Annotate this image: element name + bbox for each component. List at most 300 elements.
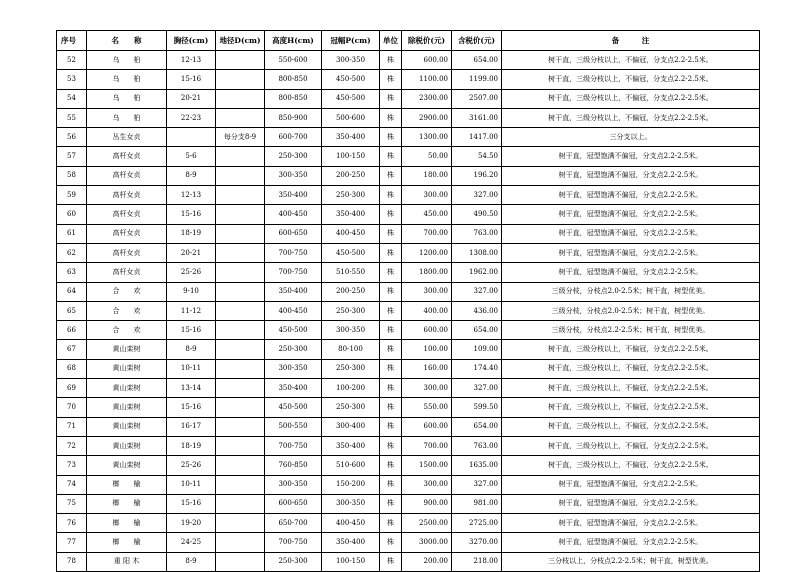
header-no: 序号 xyxy=(57,31,87,51)
cell-no: 58 xyxy=(57,166,87,185)
cell-dbh: 12-13 xyxy=(167,51,216,70)
table-row xyxy=(57,379,760,398)
cell-unit: 株 xyxy=(380,475,402,494)
header-name: 名 称 xyxy=(87,31,167,51)
cell-crown: 100-150 xyxy=(322,552,380,571)
cell-height: 450-500 xyxy=(265,321,322,340)
cell-height: 350-400 xyxy=(265,186,322,205)
cell-remarks: 三级分枝，分枝点2.0-2.5米；树干直，树型优美。 xyxy=(502,282,760,301)
cell-height: 650-700 xyxy=(265,514,322,533)
cell-crown: 250-300 xyxy=(322,398,380,417)
cell-crown: 400-450 xyxy=(322,224,380,243)
cell-height: 400-450 xyxy=(265,301,322,320)
table-row xyxy=(57,417,760,436)
cell-dbh: 10-11 xyxy=(167,359,216,378)
cell-height: 350-400 xyxy=(265,379,322,398)
cell-name: 榔 榆 xyxy=(87,514,167,533)
cell-height: 250-300 xyxy=(265,340,322,359)
cell-name: 高杆女贞 xyxy=(87,224,167,243)
cell-height: 700-750 xyxy=(265,263,322,282)
cell-price-inc-tax: 218.00 xyxy=(452,552,502,571)
cell-ground-diameter xyxy=(216,552,265,571)
cell-remarks: 树干直，冠型饱满不偏冠，分支点2.2-2.5米。 xyxy=(502,494,760,513)
cell-dbh: 16-17 xyxy=(167,417,216,436)
cell-ground-diameter xyxy=(216,243,265,262)
cell-crown: 510-550 xyxy=(322,263,380,282)
cell-dbh: 22-23 xyxy=(167,108,216,127)
cell-price-ex-tax: 2900.00 xyxy=(402,108,452,127)
cell-no: 64 xyxy=(57,282,87,301)
cell-unit: 株 xyxy=(380,456,402,475)
cell-price-inc-tax: 196.20 xyxy=(452,166,502,185)
cell-price-ex-tax: 300.00 xyxy=(402,186,452,205)
cell-unit: 株 xyxy=(380,436,402,455)
table-row xyxy=(57,494,760,513)
cell-dbh xyxy=(167,128,216,147)
cell-unit: 株 xyxy=(380,340,402,359)
cell-ground-diameter xyxy=(216,70,265,89)
cell-dbh: 8-9 xyxy=(167,552,216,571)
cell-name: 黄山栾树 xyxy=(87,417,167,436)
cell-price-ex-tax: 300.00 xyxy=(402,379,452,398)
cell-name: 黄山栾树 xyxy=(87,359,167,378)
cell-remarks: 树干直，三级分枝以上，不偏冠，分支点2.2-2.5米。 xyxy=(502,417,760,436)
cell-price-inc-tax: 327.00 xyxy=(452,379,502,398)
table-row xyxy=(57,147,760,166)
cell-name: 榔 榆 xyxy=(87,475,167,494)
cell-no: 59 xyxy=(57,186,87,205)
header-unit: 单位 xyxy=(380,31,402,51)
cell-no: 72 xyxy=(57,436,87,455)
cell-name: 高杆女贞 xyxy=(87,205,167,224)
cell-unit: 株 xyxy=(380,128,402,147)
cell-name: 高杆女贞 xyxy=(87,147,167,166)
cell-name: 丛生女贞 xyxy=(87,128,167,147)
cell-name: 黄山栾树 xyxy=(87,340,167,359)
cell-unit: 株 xyxy=(380,417,402,436)
cell-price-ex-tax: 1200.00 xyxy=(402,243,452,262)
cell-price-inc-tax: 763.00 xyxy=(452,224,502,243)
header-row xyxy=(57,31,760,51)
table-row xyxy=(57,514,760,533)
cell-crown: 250-300 xyxy=(322,301,380,320)
cell-crown: 300-350 xyxy=(322,51,380,70)
cell-remarks: 树干直，三级分枝以上，不偏冠，分支点2.2-2.5米。 xyxy=(502,456,760,475)
cell-price-inc-tax: 763.00 xyxy=(452,436,502,455)
cell-price-ex-tax: 2500.00 xyxy=(402,514,452,533)
cell-price-ex-tax: 400.00 xyxy=(402,301,452,320)
table-row xyxy=(57,70,760,89)
cell-no: 61 xyxy=(57,224,87,243)
cell-ground-diameter xyxy=(216,108,265,127)
header-price-inc-tax: 含税价(元) xyxy=(452,31,502,51)
cell-height: 600-650 xyxy=(265,494,322,513)
cell-unit: 株 xyxy=(380,263,402,282)
cell-price-inc-tax: 327.00 xyxy=(452,475,502,494)
table-row xyxy=(57,436,760,455)
cell-ground-diameter xyxy=(216,51,265,70)
cell-unit: 株 xyxy=(380,398,402,417)
cell-price-ex-tax: 1800.00 xyxy=(402,263,452,282)
cell-dbh: 15-16 xyxy=(167,398,216,417)
cell-price-inc-tax: 2507.00 xyxy=(452,89,502,108)
table-row xyxy=(57,321,760,340)
cell-crown: 150-200 xyxy=(322,475,380,494)
cell-dbh: 12-13 xyxy=(167,186,216,205)
cell-price-ex-tax: 300.00 xyxy=(402,282,452,301)
cell-no: 75 xyxy=(57,494,87,513)
cell-dbh: 13-14 xyxy=(167,379,216,398)
cell-name: 乌 桕 xyxy=(87,108,167,127)
cell-crown: 200-250 xyxy=(322,166,380,185)
cell-height: 250-300 xyxy=(265,147,322,166)
cell-ground-diameter xyxy=(216,417,265,436)
cell-price-inc-tax: 109.00 xyxy=(452,340,502,359)
cell-unit: 株 xyxy=(380,514,402,533)
cell-remarks: 树干直，三级分枝以上，不偏冠，分支点2.2-2.5米。 xyxy=(502,108,760,127)
cell-price-inc-tax: 327.00 xyxy=(452,282,502,301)
cell-no: 71 xyxy=(57,417,87,436)
cell-unit: 株 xyxy=(380,379,402,398)
cell-price-inc-tax: 1417.00 xyxy=(452,128,502,147)
cell-price-ex-tax: 100.00 xyxy=(402,340,452,359)
cell-price-inc-tax: 490.50 xyxy=(452,205,502,224)
header-dbh: 胸径(cm) xyxy=(167,31,216,51)
table-row xyxy=(57,475,760,494)
cell-crown: 450-500 xyxy=(322,243,380,262)
header-price-ex-tax: 除税价(元) xyxy=(402,31,452,51)
table-row xyxy=(57,301,760,320)
table-row xyxy=(57,166,760,185)
table-row xyxy=(57,108,760,127)
cell-price-inc-tax: 1308.00 xyxy=(452,243,502,262)
table-row xyxy=(57,456,760,475)
cell-no: 55 xyxy=(57,108,87,127)
cell-no: 73 xyxy=(57,456,87,475)
cell-unit: 株 xyxy=(380,552,402,571)
cell-no: 77 xyxy=(57,533,87,552)
table-row xyxy=(57,359,760,378)
cell-ground-diameter: 每分支8-9 xyxy=(216,128,265,147)
cell-remarks: 三级分枝，分枝点2.0-2.5米；树干直，树型优美。 xyxy=(502,301,760,320)
cell-no: 76 xyxy=(57,514,87,533)
cell-dbh: 15-16 xyxy=(167,70,216,89)
cell-remarks: 树干直，三级分枝以上，不偏冠，分支点2.2-2.5米。 xyxy=(502,436,760,455)
cell-unit: 株 xyxy=(380,108,402,127)
cell-ground-diameter xyxy=(216,282,265,301)
table-row xyxy=(57,89,760,108)
cell-crown: 350-400 xyxy=(322,128,380,147)
cell-dbh: 9-10 xyxy=(167,282,216,301)
cell-price-ex-tax: 1100.00 xyxy=(402,70,452,89)
cell-name: 黄山栾树 xyxy=(87,379,167,398)
cell-crown: 300-350 xyxy=(322,321,380,340)
cell-crown: 200-250 xyxy=(322,282,380,301)
cell-dbh: 24-25 xyxy=(167,533,216,552)
cell-ground-diameter xyxy=(216,224,265,243)
table-row xyxy=(57,224,760,243)
cell-height: 700-750 xyxy=(265,533,322,552)
cell-crown: 100-150 xyxy=(322,147,380,166)
cell-ground-diameter xyxy=(216,186,265,205)
cell-price-ex-tax: 50.00 xyxy=(402,147,452,166)
cell-crown: 100-200 xyxy=(322,379,380,398)
cell-remarks: 树干直，三级分枝以上，不偏冠，分支点2.2-2.5米。 xyxy=(502,359,760,378)
table-row xyxy=(57,128,760,147)
cell-no: 63 xyxy=(57,263,87,282)
cell-height: 800-850 xyxy=(265,89,322,108)
cell-unit: 株 xyxy=(380,282,402,301)
cell-crown: 500-600 xyxy=(322,108,380,127)
cell-remarks: 树干直，冠型饱满不偏冠，分支点2.2-2.5米。 xyxy=(502,166,760,185)
cell-name: 黄山栾树 xyxy=(87,398,167,417)
cell-height: 600-650 xyxy=(265,224,322,243)
cell-remarks: 树干直，三级分枝以上，不偏冠，分支点2.2-2.5米。 xyxy=(502,51,760,70)
cell-price-inc-tax: 1635.00 xyxy=(452,456,502,475)
cell-dbh: 8-9 xyxy=(167,340,216,359)
cell-unit: 株 xyxy=(380,70,402,89)
cell-no: 74 xyxy=(57,475,87,494)
cell-dbh: 20-21 xyxy=(167,89,216,108)
table-row xyxy=(57,243,760,262)
cell-unit: 株 xyxy=(380,533,402,552)
cell-price-inc-tax: 1962.00 xyxy=(452,263,502,282)
cell-no: 70 xyxy=(57,398,87,417)
cell-price-ex-tax: 180.00 xyxy=(402,166,452,185)
header-ground-diameter: 地径D(cm) xyxy=(216,31,265,51)
cell-crown: 300-350 xyxy=(322,494,380,513)
cell-remarks: 树干直，冠型饱满不偏冠，分支点2.2-2.5米。 xyxy=(502,224,760,243)
cell-price-ex-tax: 1500.00 xyxy=(402,456,452,475)
cell-ground-diameter xyxy=(216,456,265,475)
cell-price-inc-tax: 981.00 xyxy=(452,494,502,513)
cell-price-inc-tax: 3270.00 xyxy=(452,533,502,552)
cell-ground-diameter xyxy=(216,379,265,398)
cell-no: 68 xyxy=(57,359,87,378)
cell-name: 重 阳 木 xyxy=(87,552,167,571)
cell-ground-diameter xyxy=(216,475,265,494)
cell-no: 65 xyxy=(57,301,87,320)
cell-height: 700-750 xyxy=(265,243,322,262)
cell-remarks: 树干直，冠型饱满不偏冠，分支点2.2-2.5米。 xyxy=(502,186,760,205)
cell-name: 乌 桕 xyxy=(87,51,167,70)
cell-height: 350-400 xyxy=(265,282,322,301)
cell-price-inc-tax: 2725.00 xyxy=(452,514,502,533)
cell-no: 78 xyxy=(57,552,87,571)
cell-dbh: 15-16 xyxy=(167,494,216,513)
cell-remarks: 树干直，冠型饱满不偏冠，分支点2.2-2.5米。 xyxy=(502,263,760,282)
cell-dbh: 25-26 xyxy=(167,263,216,282)
cell-price-ex-tax: 600.00 xyxy=(402,417,452,436)
cell-name: 高杆女贞 xyxy=(87,263,167,282)
cell-unit: 株 xyxy=(380,359,402,378)
cell-name: 黄山栾树 xyxy=(87,456,167,475)
cell-remarks: 树干直，冠型饱满不偏冠，分支点2.2-2.5米。 xyxy=(502,533,760,552)
cell-dbh: 11-12 xyxy=(167,301,216,320)
price-table xyxy=(56,30,760,572)
cell-dbh: 10-11 xyxy=(167,475,216,494)
cell-price-inc-tax: 654.00 xyxy=(452,51,502,70)
cell-remarks: 树干直，三级分枝以上，不偏冠，分支点2.2-2.5米。 xyxy=(502,398,760,417)
cell-name: 榔 榆 xyxy=(87,494,167,513)
cell-crown: 350-400 xyxy=(322,533,380,552)
cell-unit: 株 xyxy=(380,494,402,513)
cell-price-inc-tax: 436.00 xyxy=(452,301,502,320)
cell-no: 69 xyxy=(57,379,87,398)
cell-unit: 株 xyxy=(380,166,402,185)
cell-name: 黄山栾树 xyxy=(87,436,167,455)
cell-remarks: 三级分枝，分枝点2.2-2.5米；树干直，树型优美。 xyxy=(502,321,760,340)
cell-ground-diameter xyxy=(216,494,265,513)
cell-remarks: 树干直，三级分枝以上，不偏冠，分支点2.2-2.5米。 xyxy=(502,70,760,89)
cell-ground-diameter xyxy=(216,398,265,417)
cell-height: 250-300 xyxy=(265,552,322,571)
cell-ground-diameter xyxy=(216,359,265,378)
cell-price-ex-tax: 160.00 xyxy=(402,359,452,378)
cell-unit: 株 xyxy=(380,147,402,166)
cell-ground-diameter xyxy=(216,533,265,552)
cell-no: 67 xyxy=(57,340,87,359)
cell-height: 500-550 xyxy=(265,417,322,436)
cell-crown: 80-100 xyxy=(322,340,380,359)
cell-remarks: 树干直，冠型饱满不偏冠，分支点2.2-2.5米。 xyxy=(502,514,760,533)
cell-unit: 株 xyxy=(380,51,402,70)
cell-unit: 株 xyxy=(380,301,402,320)
cell-remarks: 三分支以上。 xyxy=(502,128,760,147)
cell-price-inc-tax: 3161.00 xyxy=(452,108,502,127)
table-row xyxy=(57,263,760,282)
cell-ground-diameter xyxy=(216,514,265,533)
cell-remarks: 树干直，三级分枝以上，不偏冠，分支点2.2-2.5米。 xyxy=(502,340,760,359)
cell-price-ex-tax: 200.00 xyxy=(402,552,452,571)
cell-crown: 250-300 xyxy=(322,186,380,205)
cell-crown: 300-400 xyxy=(322,417,380,436)
cell-unit: 株 xyxy=(380,186,402,205)
cell-height: 760-850 xyxy=(265,456,322,475)
cell-no: 52 xyxy=(57,51,87,70)
cell-unit: 株 xyxy=(380,224,402,243)
cell-price-inc-tax: 654.00 xyxy=(452,321,502,340)
cell-name: 合 欢 xyxy=(87,301,167,320)
table-body xyxy=(57,51,760,572)
cell-price-ex-tax: 300.00 xyxy=(402,475,452,494)
cell-unit: 株 xyxy=(380,321,402,340)
cell-height: 550-600 xyxy=(265,51,322,70)
cell-dbh: 18-19 xyxy=(167,436,216,455)
cell-price-ex-tax: 900.00 xyxy=(402,494,452,513)
cell-dbh: 20-21 xyxy=(167,243,216,262)
cell-no: 66 xyxy=(57,321,87,340)
cell-dbh: 8-9 xyxy=(167,166,216,185)
cell-height: 300-350 xyxy=(265,475,322,494)
cell-height: 300-350 xyxy=(265,359,322,378)
table-row xyxy=(57,51,760,70)
cell-ground-diameter xyxy=(216,166,265,185)
cell-price-inc-tax: 654.00 xyxy=(452,417,502,436)
cell-height: 400-450 xyxy=(265,205,322,224)
cell-remarks: 树干直，三级分枝以上，不偏冠，分支点2.2-2.5米。 xyxy=(502,89,760,108)
cell-price-ex-tax: 700.00 xyxy=(402,224,452,243)
cell-crown: 450-500 xyxy=(322,70,380,89)
cell-dbh: 25-26 xyxy=(167,456,216,475)
header-height: 高度H(cm) xyxy=(265,31,322,51)
cell-ground-diameter xyxy=(216,340,265,359)
cell-price-inc-tax: 54.50 xyxy=(452,147,502,166)
cell-unit: 株 xyxy=(380,243,402,262)
cell-no: 62 xyxy=(57,243,87,262)
cell-name: 合 欢 xyxy=(87,321,167,340)
cell-price-ex-tax: 600.00 xyxy=(402,51,452,70)
cell-crown: 350-400 xyxy=(322,205,380,224)
table-row xyxy=(57,398,760,417)
cell-price-ex-tax: 550.00 xyxy=(402,398,452,417)
cell-ground-diameter xyxy=(216,205,265,224)
table-row xyxy=(57,552,760,571)
cell-name: 乌 桕 xyxy=(87,70,167,89)
cell-unit: 株 xyxy=(380,89,402,108)
cell-crown: 350-400 xyxy=(322,436,380,455)
header-crown: 冠幅P(cm) xyxy=(322,31,380,51)
cell-height: 700-750 xyxy=(265,436,322,455)
cell-price-ex-tax: 2300.00 xyxy=(402,89,452,108)
table-row xyxy=(57,340,760,359)
cell-no: 57 xyxy=(57,147,87,166)
cell-price-inc-tax: 599.50 xyxy=(452,398,502,417)
cell-remarks: 树干直，冠型饱满不偏冠，分支点2.2-2.5米。 xyxy=(502,243,760,262)
cell-dbh: 19-20 xyxy=(167,514,216,533)
cell-no: 54 xyxy=(57,89,87,108)
cell-name: 高杆女贞 xyxy=(87,186,167,205)
table-row xyxy=(57,186,760,205)
cell-name: 高杆女贞 xyxy=(87,166,167,185)
cell-name: 榔 榆 xyxy=(87,533,167,552)
cell-no: 60 xyxy=(57,205,87,224)
cell-dbh: 15-16 xyxy=(167,321,216,340)
cell-height: 850-900 xyxy=(265,108,322,127)
cell-no: 53 xyxy=(57,70,87,89)
cell-ground-diameter xyxy=(216,301,265,320)
cell-remarks: 树干直，冠型饱满不偏冠，分支点2.2-2.5米。 xyxy=(502,475,760,494)
cell-price-ex-tax: 450.00 xyxy=(402,205,452,224)
header-remarks: 备 注 xyxy=(502,31,760,51)
cell-dbh: 15-16 xyxy=(167,205,216,224)
cell-unit: 株 xyxy=(380,205,402,224)
cell-crown: 250-300 xyxy=(322,359,380,378)
table-row xyxy=(57,205,760,224)
cell-height: 800-850 xyxy=(265,70,322,89)
cell-remarks: 树干直，三级分枝以上，不偏冠，分支点2.2-2.5米。 xyxy=(502,379,760,398)
cell-dbh: 5-6 xyxy=(167,147,216,166)
cell-height: 450-500 xyxy=(265,398,322,417)
cell-dbh: 18-19 xyxy=(167,224,216,243)
cell-ground-diameter xyxy=(216,321,265,340)
cell-remarks: 树干直，冠型饱满不偏冠，分支点2.2-2.5米。 xyxy=(502,147,760,166)
cell-height: 600-700 xyxy=(265,128,322,147)
cell-no: 56 xyxy=(57,128,87,147)
cell-crown: 510-600 xyxy=(322,456,380,475)
table-row xyxy=(57,533,760,552)
cell-ground-diameter xyxy=(216,263,265,282)
cell-crown: 400-450 xyxy=(322,514,380,533)
cell-name: 乌 桕 xyxy=(87,89,167,108)
cell-height: 300-350 xyxy=(265,166,322,185)
cell-price-ex-tax: 600.00 xyxy=(402,321,452,340)
cell-name: 高杆女贞 xyxy=(87,243,167,262)
cell-price-inc-tax: 1199.00 xyxy=(452,70,502,89)
cell-ground-diameter xyxy=(216,436,265,455)
table-row xyxy=(57,282,760,301)
cell-remarks: 树干直，冠型饱满不偏冠，分支点2.2-2.5米。 xyxy=(502,205,760,224)
